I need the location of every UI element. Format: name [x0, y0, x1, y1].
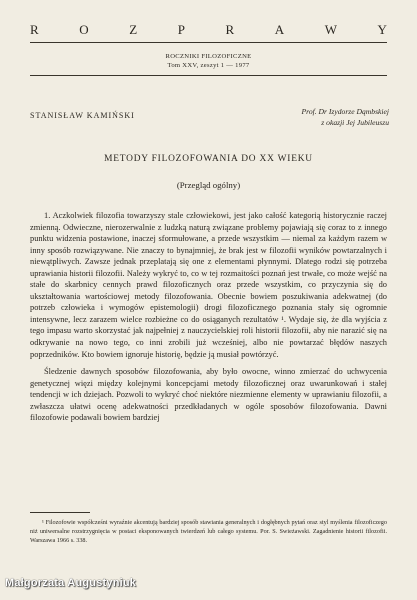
section-letter: P — [177, 22, 185, 37]
article-body — [30, 210, 387, 424]
body-paragraph: Śledzenie dawnych sposobów filozofowania, aby było owocne, winno zmierzać do uchwycenia genetycznej więzi między kolejnymi koncepcjami metody filozoficznej oraz uwarunkowań i stałej tendencji w ich dziejach. Pozwoli to wykryć choć niektóre niezmienne elementy w uprawianiu filozofii, a zwłaszcza ułatwi ocenę adekwatności przedkładanych w ogóle sposobów filozofowania. Dawni filozofowie podawali bowiem bardziej — [30, 367, 387, 423]
section-letter: R — [30, 22, 39, 37]
author-name: STANISŁAW KAMIŃSKI — [30, 111, 135, 120]
dedication-line: Prof. Dr Izydorze Dąmbskiej — [301, 107, 389, 116]
dedication-line: z okazji Jej Jubileuszu — [321, 118, 389, 127]
header-rule-bottom — [30, 75, 387, 76]
header-rule-top — [30, 42, 387, 43]
body-paragraph: 1. Aczkolwiek filozofia towarzyszy stale człowiekowi, jest jako całość kategorią historycznie raczej zmienną. Odwieczne, nierozerwalnie z ludzką naturą związane problemy pojawiają się coraz to z innego punktu widzenia postawione, inaczej sformułowane, a przede wszystkim — niemal za każdym razem w inny sposób rozwiązywane. Nie znaczy to bynajmniej, że brak jest w filozofii wyników powtarzalnych i niewątpliwych. Zawsze jednak przeplatają się one z elementami płynnymi. Dlatego rodzi się potrzeba uprawiania historii filozofii. Należy wykryć to, co w tej rozmaitości poznań jest trwałe, co może wejść na stałe do skarbnicy cennych prawd filozoficznych oraz przede wszystkim, co przyczynia się do ukształtowania wartościowej metody filozofowania. Obecnie bowiem poszukiwania adekwatnej (do potrzeb człowieka i wymogów epistemologii) drogi filozoficznego poznania stały się ogromnie intensywne, lecz zarazem wielce rozbieżne co do osiąganych rezultatów ¹. Wydaje się, że dla wyjścia z tego impasu warto skorzystać jak najpełniej z nauczycielskiej roli historii filozofii, aby nie narazić się na odkrywanie na nowo tego, co inni zrobili już wcześniej, albo nie powtarzać błędów naszych poprzedników. Kto bowiem ignoruje historię, będzie ją musiał powtórzyć. — [30, 211, 387, 359]
article-subtitle: (Przegląd ogólny) — [176, 180, 241, 190]
footnote: ¹ Filozofowie współcześni wyraźnie akcentują bardziej sposób stawiania generalnych i dogłębnych pytań oraz styl myślenia filozoficzego niż uniwersalne rozstrzygnięcia w postaci eksponowanych twierdzeń lub całego systemu. Por. S. Swieżawski. Zagadnienie historii filozofii. Warszawa 1966 s. 338. — [30, 519, 387, 544]
dedication — [302, 106, 389, 128]
section-letter: O — [79, 22, 89, 37]
section-letter: W — [324, 22, 337, 37]
watermark: Małgorzata Augustyniuk — [5, 577, 137, 589]
series-name: ROCZNIKI FILOZOFICZNE — [165, 53, 252, 60]
section-letter: R — [225, 22, 235, 37]
section-letter: Z — [129, 22, 138, 37]
series-info — [0, 53, 417, 70]
section-header — [30, 22, 387, 38]
footnote-rule — [30, 512, 90, 513]
section-letter: A — [274, 22, 285, 37]
section-letter: Y — [377, 22, 387, 37]
article-title: METODY FILOZOFOWANIA DO XX WIEKU — [104, 154, 313, 164]
series-volume: Tom XXV, zeszyt 1 — 1977 — [167, 61, 250, 69]
